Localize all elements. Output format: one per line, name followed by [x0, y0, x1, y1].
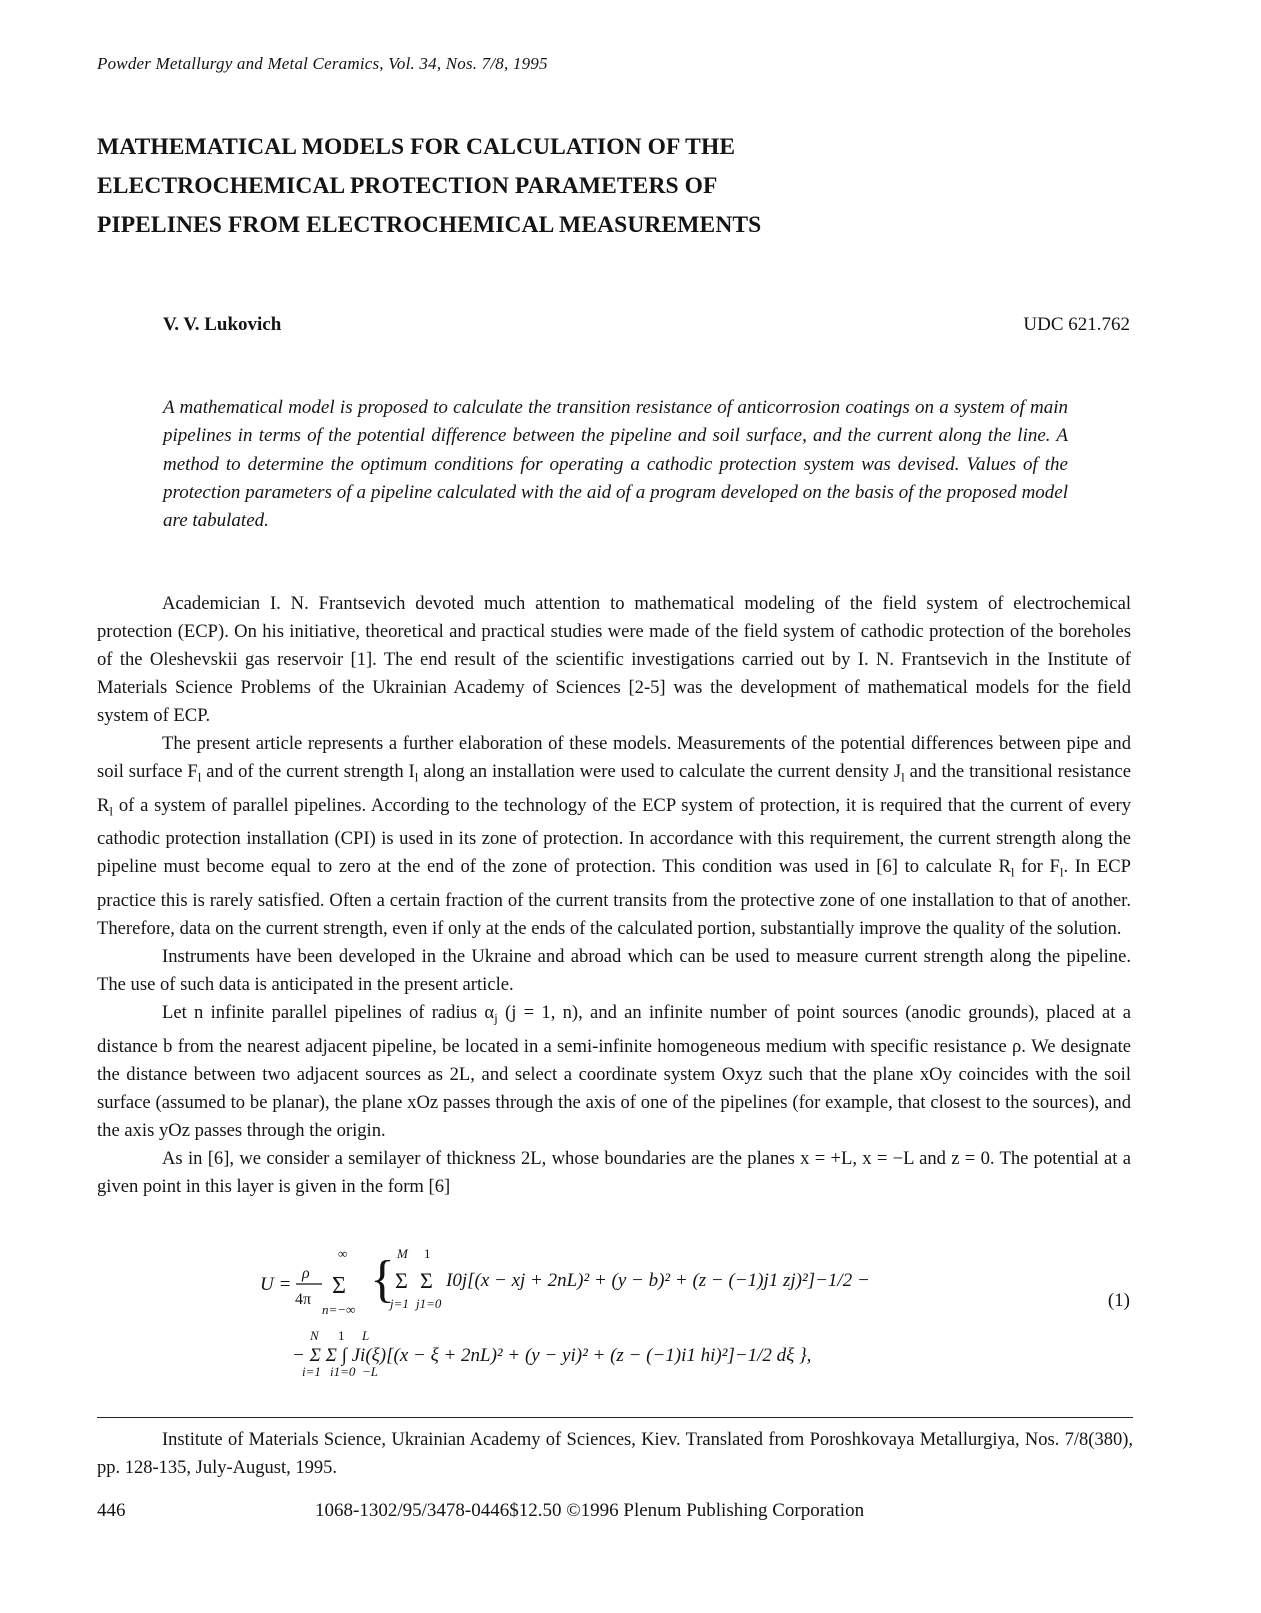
udc-code: UDC 621.762 — [1023, 314, 1130, 335]
title-line-1: MATHEMATICAL MODELS FOR CALCULATION OF THE — [97, 134, 736, 160]
eq-sum-j1-upper: 1 — [424, 1246, 431, 1261]
footnote-divider — [97, 1417, 1133, 1418]
title-line-2: ELECTROCHEMICAL PROTECTION PARAMETERS OF — [97, 173, 718, 199]
paragraph-4: Let n infinite parallel pipelines of radius $\alpha_j$ (j = 1, n), and an infinite number of point sources (anodic grounds), placed at a distance b from the nearest adjacent pipeline, be located in a semi-infinite homogeneous medium with specific resistance ρ. We designate the distance between two adjacent sources as 2L, and select a coordinate system Oxyz such that the plane xOy coincides with the soil surface (assumed to be planar), the plane xOz passes through the axis of one of the pipelines (for example, that closest to the sources), and the axis yOz passes through the origin. — [97, 1002, 1131, 1141]
eq-four-pi: 4π — [295, 1291, 312, 1308]
eq-j-range: j=1 — [390, 1296, 409, 1311]
eq-sum-N: N — [310, 1328, 319, 1343]
paragraph-1: Academician I. N. Frantsevich devoted much attention to mathematical modeling of the field system of electrochemical protection (ECP). On his initiative, theoretical and practical studies were made of the field system of cathodic protection of the boreholes of the Oleshevskii gas reservoir [1]. The end result of the scientific investigations carried out by I. N. Frantsevich in the Institute of Materials Science Problems of the Ukrainian Academy of Sciences [2-5] was the development of mathematical models for the field system of ECP. — [97, 593, 1131, 726]
eq-open-brace: { — [370, 1251, 395, 1308]
journal-header: Powder Metallurgy and Metal Ceramics, Vol. 34, Nos. 7/8, 1995 — [97, 54, 548, 73]
paragraph-5: As in [6], we consider a semilayer of thickness 2L, whose boundaries are the planes x = +L, x = −L and z = 0. The potential at a given point in this layer is given in the form [6] — [97, 1147, 1131, 1197]
eq-lhs: U = — [260, 1274, 292, 1295]
equation-1 — [250, 1228, 1050, 1378]
eq-int-upper: L — [362, 1328, 370, 1343]
footnote — [97, 1426, 1133, 1482]
abstract: A mathematical model is proposed to calculate the transition resistance of anticorrosion coatings on a system of main pipelines in terms of the potential difference between the pipeline and soil surface, and the current along the line. A method to determine the optimum conditions for operating a cathodic protection system was devised. Values of the protection parameters of a pipeline calculated with the aid of a program developed on the basis of the proposed model are tabulated. — [163, 397, 1068, 532]
paragraph-2: The present article represents a further elaboration of these models. Measurements of the potential differences between pipe and soil surface $F_l$ and of the current strength $I_l$ along an installation were used to calculate the current density $J_l$ and the transitional resistance $R_l$ of a system of parallel pipelines. According to the technology of the ECP system of protection, it is required that the current of every cathodic protection installation (CPI) is used in its zone of protection. In accordance with this requirement, the current strength along the pipeline must become equal to zero at the end of the zone of protection. This condition was used in [6] to calculate $R_l$ for $F_l$. In ECP practice this is rarely satisfied. Often a certain fraction of the current transits from the protective zone of one installation to that of another. Therefore, data on the current strength, even if only at the ends of the calculated portion, substantially improve the quality of the solution. — [97, 733, 1131, 940]
copyright-line: 1068-1302/95/3478-0446$12.50 ©1996 Plenum Publishing Corporation — [315, 1500, 865, 1521]
author-name: V. V. Lukovich — [163, 314, 282, 335]
eq-sum-j1: Σ — [420, 1268, 433, 1293]
eq-i-range: i=1 — [302, 1364, 321, 1378]
footnote-text: Institute of Materials Science, Ukrainian Academy of Sciences, Kiev. Translated from Poroshkovaya Metallurgiya, Nos. 7/8(380), pp. 128-135, July-August, 1995. — [97, 1430, 1133, 1478]
eq-int-lower: −L — [362, 1364, 379, 1378]
body-text — [97, 590, 1131, 1201]
eq-term-1: I0j[(x − xj + 2nL)² + (y − b)² + (z − (−1)j1 zj)²]−1/2 − — [446, 1270, 870, 1291]
eq-sum-M: M — [397, 1246, 408, 1261]
paragraph-3: Instruments have been developed in the Ukraine and abroad which can be used to measure current strength along the pipeline. The use of such data is anticipated in the present article. — [97, 946, 1131, 996]
eq-sum-i1-upper: 1 — [338, 1328, 345, 1343]
eq-j1-range: j1=0 — [416, 1296, 442, 1311]
eq-sum-upper-inf: ∞ — [338, 1246, 348, 1261]
eq-sum-j: Σ — [395, 1268, 408, 1293]
article-title — [97, 128, 997, 245]
eq-sum-n-range: n=−∞ — [322, 1302, 356, 1317]
equation-number: (1) — [1107, 1290, 1130, 1311]
eq-term-2: − Σ Σ ∫ Ji(ξ)[(x − ξ + 2nL)² + (y − yi)² + (z − (−1)i1 hi)²]−1/2 dξ }, — [292, 1345, 812, 1366]
eq-rho: ρ — [302, 1265, 310, 1282]
eq-sum-n: Σ — [332, 1273, 346, 1299]
eq-i1-range: i1=0 — [330, 1364, 356, 1378]
page-number: 446 — [97, 1500, 126, 1521]
title-line-3: PIPELINES FROM ELECTROCHEMICAL MEASUREMENTS — [97, 212, 762, 238]
